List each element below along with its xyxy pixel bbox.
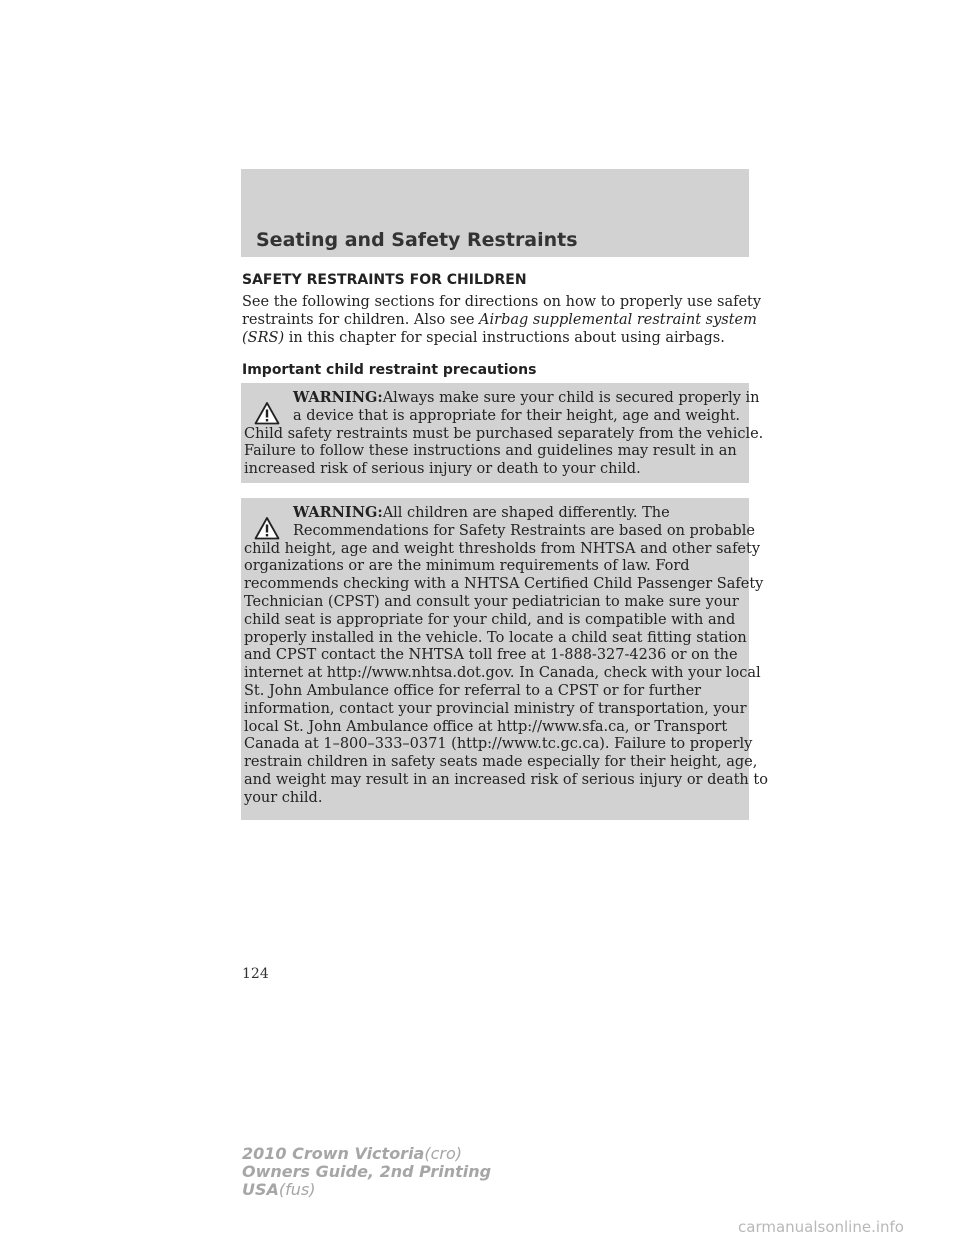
warning-line	[244, 504, 748, 523]
warning-label: WARNING:	[293, 504, 383, 521]
warning-line: increased risk of serious injury or death to your child.	[244, 461, 641, 478]
intro-text: restraints for children. Also see	[242, 312, 480, 328]
warning-line: information, contact your provincial ministry of transportation, your	[244, 700, 747, 717]
warning-line: and weight may result in an increased risk of serious injury or death to	[244, 771, 768, 788]
warning-line: internet at http://www.nhtsa.dot.gov. In Canada, check with your local	[244, 665, 761, 682]
warning-text	[244, 389, 764, 479]
chapter-title: Seating and Safety Restraints	[256, 229, 578, 251]
intro-paragraph	[242, 293, 762, 347]
warning-line: your child.	[244, 789, 323, 806]
warning-line: restrain children in safety seats made especially for their height, age,	[244, 754, 758, 771]
warning-text	[244, 504, 768, 808]
page-number: 124	[242, 966, 269, 982]
warning-line: Child safety restraints must be purchased separately from the vehicle.	[244, 425, 764, 442]
precautions-heading: Important child restraint precautions	[242, 362, 537, 378]
footer-model: 2010 Crown Victoria	[242, 1144, 425, 1163]
warning-line	[244, 389, 760, 408]
intro-line: See the following sections for directions on how to properly use safety	[242, 294, 762, 310]
warning-line: local St. John Ambulance office at http://www.sfa.ca, or Transport	[244, 718, 728, 735]
warning-line: Canada at 1–800–333–0371 (http://www.tc.gc.ca). Failure to properly	[244, 736, 753, 753]
srs-reference: (SRS)	[242, 330, 285, 346]
warning-box-1	[241, 383, 764, 483]
footer-line	[242, 1163, 491, 1181]
warning-line: Failure to follow these instructions and guidelines may result in an	[244, 443, 737, 460]
footer-line	[242, 1145, 491, 1163]
intro-text: in this chapter for special instructions about using airbags.	[284, 330, 725, 346]
warning-line: Recommendations for Safety Restraints are based on probable	[293, 522, 755, 539]
warning-line: organizations or are the minimum requirements of law. Ford	[244, 558, 690, 575]
warning-box-2	[241, 498, 768, 820]
footer-line	[242, 1181, 491, 1199]
document-footer	[242, 1145, 491, 1199]
warning-line-text: Always make sure your child is secured properly in	[382, 390, 760, 406]
warning-line: child height, age and weight thresholds from NHTSA and other safety	[244, 540, 761, 557]
section-heading: SAFETY RESTRAINTS FOR CHILDREN	[242, 272, 527, 288]
warning-line: recommends checking with a NHTSA Certified Child Passenger Safety	[244, 576, 764, 593]
watermark: carmanualsonline.info	[738, 1218, 904, 1236]
warning-line: and CPST contact the NHTSA toll free at 1-888-327-4236 or on the	[244, 647, 738, 664]
footer-edition: Owners Guide, 2nd Printing	[242, 1162, 492, 1181]
warning-line: a device that is appropriate for their height, age and weight.	[293, 407, 741, 424]
footer-code: (fus)	[278, 1180, 316, 1199]
warning-label: WARNING:	[293, 389, 383, 406]
warning-line: properly installed in the vehicle. To locate a child seat fitting station	[244, 629, 747, 646]
intro-line	[242, 311, 757, 329]
warning-line: child seat is appropriate for your child, and is compatible with and	[244, 611, 736, 628]
warning-line-text: All children are shaped differently. The	[382, 505, 670, 521]
footer-code: (cro)	[424, 1144, 463, 1163]
warning-line: Technician (CPST) and consult your pediatrician to make sure your	[244, 593, 739, 610]
warning-line: St. John Ambulance office for referral to a CPST or for further	[244, 682, 702, 699]
airbag-srs-reference: Airbag supplemental restraint system	[479, 312, 757, 328]
intro-line	[242, 329, 752, 347]
footer-region: USA	[242, 1180, 279, 1199]
